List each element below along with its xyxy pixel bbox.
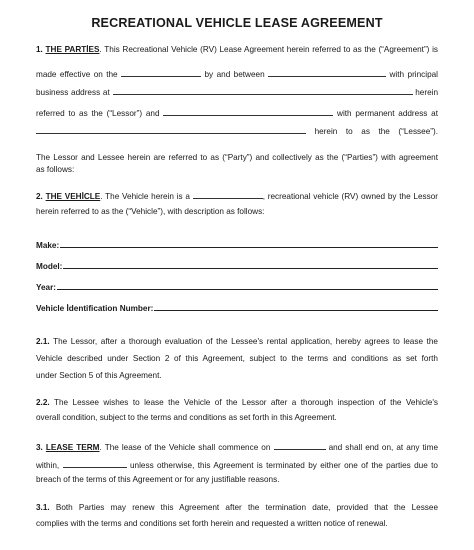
s31-line-2: complies with the terms and conditions set forth herein and requested a written notice of renewal. bbox=[36, 519, 388, 528]
section-number: 3. bbox=[36, 443, 43, 452]
lessor-name-blank[interactable] bbox=[268, 68, 386, 77]
vin-input-line[interactable] bbox=[154, 310, 438, 311]
s22-line-1: 2.2. The Lessee wishes to lease the Vehicle of the Lessor after a thorough inspection of the Vehicle's bbox=[36, 398, 438, 407]
model-label: Model: bbox=[36, 262, 63, 271]
make-label: Make: bbox=[36, 241, 60, 250]
year-label: Year: bbox=[36, 283, 57, 292]
section-number: 2.2. bbox=[36, 398, 50, 407]
model-field[interactable] bbox=[36, 260, 438, 271]
s22-line-2: overall condition, subject to the terms and conditions as set forth in this Agreement. bbox=[36, 413, 337, 422]
section-number: 2.1. bbox=[36, 337, 50, 346]
section-number: 1. bbox=[36, 45, 43, 54]
lessee-address-blank[interactable] bbox=[36, 125, 306, 134]
document-title: RECREATIONAL VEHICLE LEASE AGREEMENT bbox=[91, 16, 383, 30]
commence-date-blank[interactable] bbox=[274, 441, 326, 450]
make-field[interactable] bbox=[36, 239, 438, 250]
effective-date-blank[interactable] bbox=[121, 68, 201, 77]
parties-heading: THE PARTİES bbox=[45, 45, 100, 54]
s21-line-3: under Section 5 of this Agreement. bbox=[36, 371, 162, 380]
parties-line-7: as follows: bbox=[36, 165, 75, 174]
s3-line-2: within, unless otherwise, this Agreement is terminated by either one of the parties due to bbox=[36, 461, 438, 470]
term-within-blank[interactable] bbox=[63, 459, 127, 468]
year-input-line[interactable] bbox=[57, 289, 438, 290]
parties-line-6: The Lessor and Lessee herein are referred to as (“Party”) and collectively as the (“Parties”) with agreement bbox=[36, 153, 438, 162]
section-number: 3.1. bbox=[36, 503, 50, 512]
vehicle-type-blank[interactable] bbox=[193, 190, 263, 199]
lease-term-heading: LEASE TERM bbox=[45, 443, 100, 452]
vehicle-line-1: 2. THE VEHİCLE. The Vehicle herein is a , recreational vehicle (RV) owned by the Lessor bbox=[36, 192, 438, 201]
section-number: 2. bbox=[36, 192, 43, 201]
s21-line-2: Vehicle described under Section 2 of this Agreement, subject to the terms and conditions as set forth bbox=[36, 354, 438, 363]
parties-line-5: herein to as the (“Lessee”). bbox=[36, 125, 438, 137]
parties-line-3: business address at herein bbox=[36, 88, 439, 97]
vin-label: Vehicle İdentification Number: bbox=[36, 304, 154, 313]
s3-line-1: 3. LEASE TERM. The lease of the Vehicle shall commence on and shall end on, at any time bbox=[36, 443, 438, 452]
s21-line-1: 2.1. The Lessor, after a thorough evaluation of the Lessee's rental application, hereby agrees to lease the bbox=[36, 337, 438, 346]
vehicle-line-2: herein referred to as the (“Vehicle”), with description as follows: bbox=[36, 207, 265, 216]
parties-line-1: 1. THE PARTİES. This Recreational Vehicle (RV) Lease Agreement herein referred to as the (“Agreement”) is bbox=[36, 45, 438, 54]
vehicle-heading: THE VEHİCLE bbox=[45, 192, 101, 201]
parties-text-1: This Recreational Vehicle (RV) Lease Agreement herein referred to as the (“Agreement”) is bbox=[104, 45, 438, 54]
s31-line-1: 3.1. Both Parties may renew this Agreement after the termination date, provided that the Lessee bbox=[36, 503, 438, 512]
lessee-name-blank[interactable] bbox=[163, 107, 333, 116]
model-input-line[interactable] bbox=[63, 268, 438, 269]
s3-line-3: breach of the terms of this Agreement or for any justifiable reasons. bbox=[36, 475, 280, 484]
year-field[interactable] bbox=[36, 281, 438, 292]
parties-line-4: referred to as the (“Lessor”) and with permanent address at bbox=[36, 109, 438, 118]
lessor-address-blank[interactable] bbox=[113, 86, 413, 95]
parties-line-2: made effective on the by and between with principal bbox=[36, 70, 439, 79]
vin-field[interactable] bbox=[36, 302, 438, 313]
make-input-line[interactable] bbox=[60, 247, 438, 248]
